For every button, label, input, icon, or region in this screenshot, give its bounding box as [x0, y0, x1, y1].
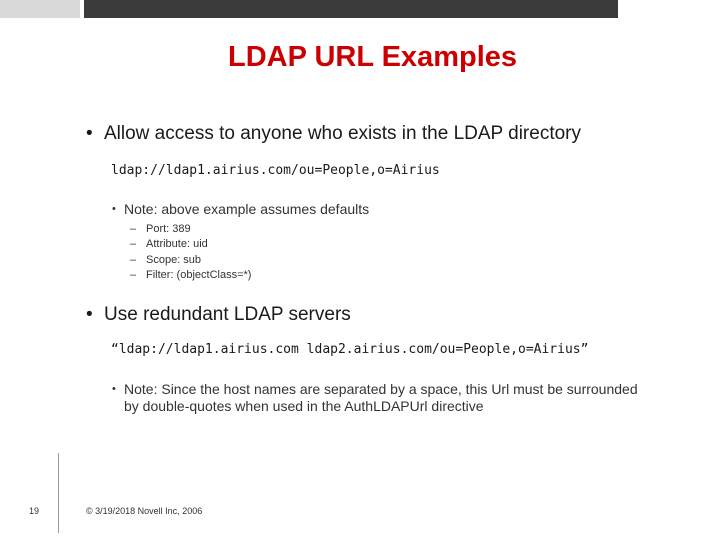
footer-copyright: © 3/19/2018 Novell Inc, 2006 — [86, 506, 203, 516]
defaults-item-filter: – Filter: (objectClass=*) — [130, 268, 252, 281]
defaults-item-attribute: – Attribute: uid — [130, 238, 208, 251]
ldap-url-example-1: ldap://ldap1.airius.com/ou=People,o=Airius — [111, 163, 440, 178]
page-number: 19 — [29, 506, 40, 516]
bullet-text: Use redundant LDAP servers — [104, 304, 351, 325]
bullet-glyph: • — [112, 383, 116, 395]
bullet-glyph: • — [86, 123, 93, 144]
note-text: Note: Since the host names are separated by a space, this Url must be surrounded by double-quotes when used in the AuthLDAPUrl directive — [124, 381, 638, 414]
bullet-glyph: • — [86, 304, 93, 325]
note-defaults — [112, 201, 370, 218]
ldap-url-example-2: “ldap://ldap1.airius.com ldap2.airius.com/ou=People,o=Airius” — [111, 342, 589, 357]
defaults-list — [130, 222, 251, 283]
defaults-item-port: – Port: 389 — [130, 223, 191, 235]
bullet-glyph: • — [112, 203, 116, 215]
footer-divider — [58, 453, 59, 533]
slide-title: LDAP URL Examples — [227, 41, 518, 73]
bullet-text: Allow access to anyone who exists in the LDAP directory — [104, 123, 581, 144]
bullet-allow-access — [86, 123, 581, 145]
note-quotes — [112, 381, 644, 415]
header-bar-left — [0, 0, 80, 18]
note-text: Note: above example assumes defaults — [124, 201, 370, 217]
defaults-item-scope: – Scope: sub — [130, 253, 202, 266]
header-bar-right — [84, 0, 618, 18]
bullet-redundant-servers — [86, 304, 351, 326]
